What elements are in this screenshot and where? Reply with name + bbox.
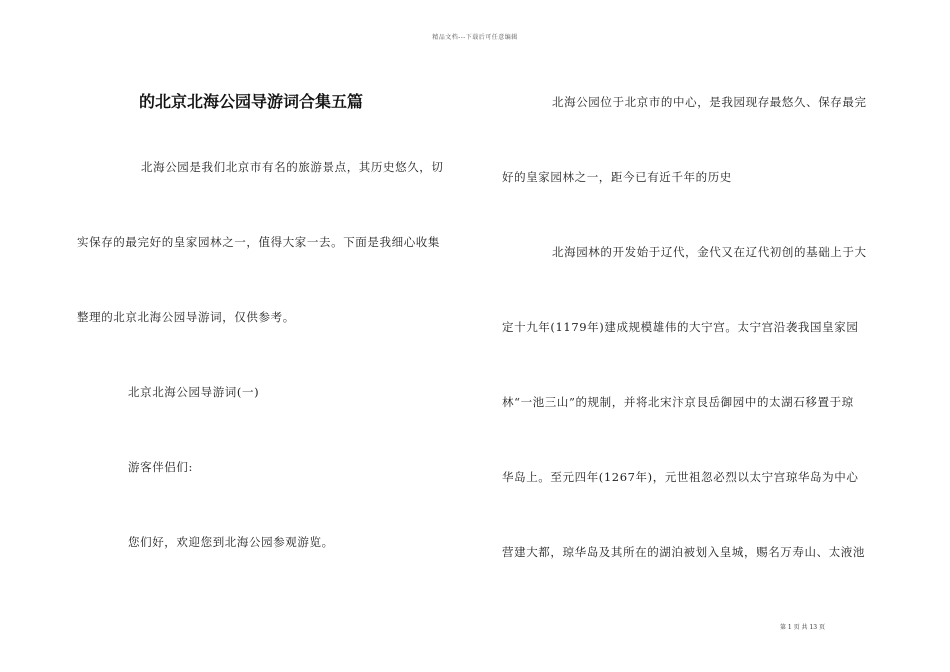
paragraph-line: 整理的北京北海公园导游词，仅供参考。 (77, 310, 295, 324)
header-note: 精品文档---下载后可任意编辑 (432, 34, 518, 41)
left-column (77, 0, 477, 672)
paragraph-line: 好的皇家园林之一，距今已有近千年的历史 (502, 170, 732, 184)
paragraph-line: 营建大都，琼华岛及其所在的湖泊被划入皇城，赐名万寿山、太液池 (502, 545, 865, 559)
paragraph-line: 您们好，欢迎您到北海公园参观游览。 (128, 535, 334, 549)
right-column (502, 0, 902, 672)
paragraph-line: 林“一池三山”的规制，并将北宋汴京艮岳御园中的太湖石移置于琼 (502, 395, 854, 409)
section-heading: 北京北海公园导游词(一) (128, 385, 260, 399)
document-title: 的北京北海公园导游词合集五篇 (139, 92, 364, 111)
paragraph-line: 游客伴侣们: (128, 460, 193, 474)
paragraph-line: 华岛上。至元四年(1267年)，元世祖忽必烈以太宁宫琼华岛为中心 (502, 470, 859, 484)
paragraph-line: 北海公园是我们北京市有名的旅游景点，其历史悠久，切 (141, 160, 444, 174)
paragraph-line: 定十九年(1179年)建成规模雄伟的大宁宫。太宁宫沿袭我国皇家园 (502, 320, 859, 334)
paragraph-line: 北海园林的开发始于辽代，金代又在辽代初创的基础上于大 (552, 245, 867, 259)
paragraph-line: 北海公园位于北京市的中心，是我园现存最悠久、保存最完 (552, 95, 867, 109)
page-number: 第 1 页 共 13 页 (780, 624, 825, 631)
paragraph-line: 实保存的最完好的皇家园林之一，值得大家一去。下面是我细心收集 (77, 235, 440, 249)
